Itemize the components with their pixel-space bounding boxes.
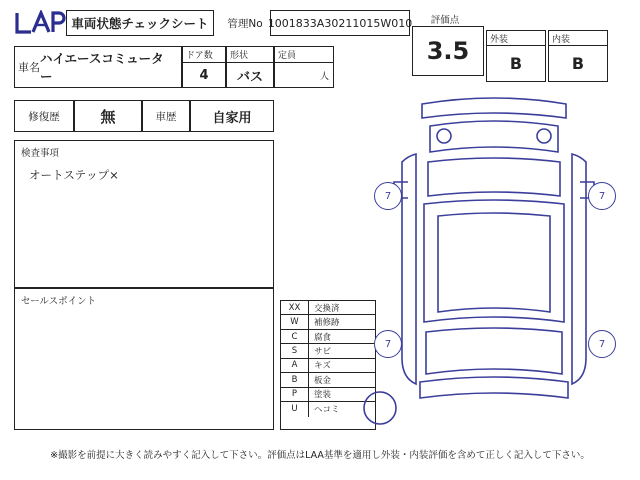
sheet-title: 車両状態チェックシート — [66, 10, 214, 36]
interior-grade-label: 内装 — [549, 31, 607, 46]
damage-mark-rear-left: 7 — [374, 330, 402, 358]
inspection-notes-box — [14, 140, 274, 288]
repair-history-value: 無 — [74, 100, 142, 132]
legend-desc: ヘコミ — [314, 405, 340, 416]
seat-capacity-unit: 人 — [319, 71, 329, 82]
body-shape-box — [226, 46, 274, 88]
body-shape-value: バス — [236, 69, 263, 85]
seat-capacity-label: 定員 — [275, 47, 333, 63]
legend-key: C — [281, 330, 309, 343]
legend-key: B — [281, 373, 309, 386]
legend-desc: 補修跡 — [314, 318, 340, 329]
exterior-grade-label: 外装 — [487, 31, 545, 46]
inspection-notes-title: 検査事項 — [21, 148, 60, 159]
interior-grade-value: B — [571, 54, 585, 73]
legend-desc: 塗装 — [314, 390, 332, 401]
door-count-label: ドア数 — [183, 47, 225, 63]
body-shape-label: 形状 — [227, 47, 273, 63]
damage-mark-rear-right: 7 — [588, 330, 616, 358]
door-count-box — [182, 46, 226, 88]
evaluation-score-value: 3.5 — [412, 26, 484, 76]
usage-history-label: 車歴 — [142, 100, 190, 132]
door-count-value: 4 — [199, 67, 209, 83]
car-name-value — [30, 46, 182, 88]
legend-key: W — [281, 315, 309, 328]
exterior-grade-box — [486, 30, 546, 82]
damage-mark-front-right: 7 — [588, 182, 616, 210]
management-no-value: 1001833A30211015W010 — [270, 10, 410, 36]
legend-key: S — [281, 344, 309, 357]
legend-key: XX — [281, 301, 309, 314]
legend-key: P — [281, 388, 309, 401]
damage-mark-front-left: 7 — [374, 182, 402, 210]
legend-desc: サビ — [314, 347, 332, 358]
evaluation-score-label: 評価点 — [430, 15, 460, 26]
legend-desc: 板金 — [314, 375, 332, 386]
sales-point-title: セールスポイント — [21, 296, 97, 307]
vehicle-diagram — [360, 86, 628, 426]
legend-desc: 交換済 — [314, 303, 340, 314]
car-name-line1: ハイエースコミュータ — [40, 51, 164, 66]
car-name-line2: ー — [40, 69, 53, 84]
lap-logo — [14, 10, 66, 36]
footer-note: ※撮影を前提に大きく読みやすく記入して下さい。評価点はLAA基準を適用し外装・内装評価を含めて正しく記入して下さい。 — [50, 450, 590, 461]
seat-capacity-box — [274, 46, 334, 88]
repair-history-label: 修復歴 — [14, 100, 74, 132]
management-no-label: 管理No — [227, 17, 263, 30]
sales-point-box — [14, 288, 274, 430]
exterior-grade-value: B — [509, 54, 523, 73]
car-name-label: 車名 — [18, 61, 40, 74]
interior-grade-box — [548, 30, 608, 82]
legend-key: A — [281, 359, 309, 372]
legend-key: U — [281, 402, 309, 416]
legend-desc: キズ — [314, 361, 331, 372]
usage-history-value: 自家用 — [190, 100, 274, 132]
inspection-notes-text: オートステップ× — [29, 168, 119, 182]
legend-desc: 腐食 — [314, 332, 332, 343]
